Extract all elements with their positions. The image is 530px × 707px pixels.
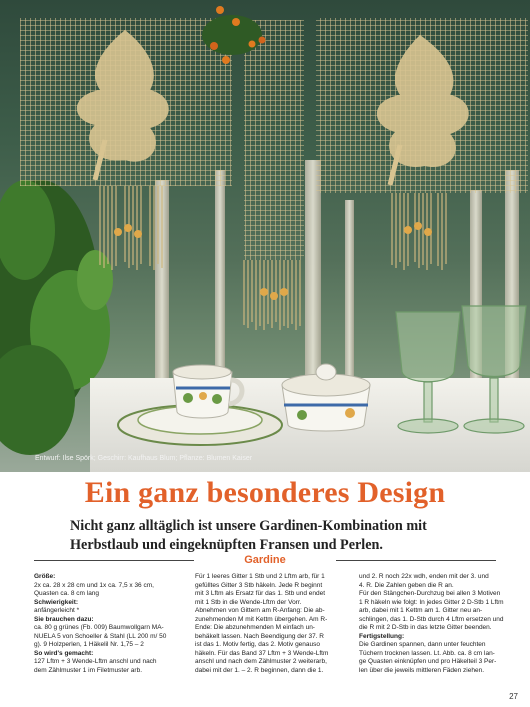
text-column-2 (195, 573, 345, 675)
text-line: dem Zählmuster 1 im Filetmuster arb. (34, 666, 143, 674)
curtain-band-middle (244, 20, 304, 330)
text-line: Abnehmen von Gittern am R-Anfang: Die ab- (195, 607, 325, 614)
text-line: 2x ca. 28 x 28 cm und 1x ca. 7,5 x 36 cm, (34, 581, 154, 589)
section-label: Gardine (244, 554, 286, 566)
instructions-heading: So wird's gemacht: (34, 649, 94, 657)
sugar-bowl (282, 364, 370, 431)
text-line: ist das 1. Motiv fertig, das 2. Motiv genauso (195, 641, 321, 648)
text-line: Tüchern trocknen lassen. Lt. Abb. ca. 8 cm lan- (359, 649, 495, 657)
text-line: g). 9 Holzperlen, 1 Häkelil Nr. 1,75 – 2 (34, 641, 144, 648)
article-title: Ein ganz besonderes Design (84, 476, 446, 509)
text-line: dabei mit der 1. – 2. R beginnen, dann die 1. (195, 666, 324, 674)
section-header (34, 553, 496, 567)
text-line: 127 Lftm + 3 Wende-Lftm anschl und nach (34, 658, 157, 665)
text-line: mit 1 Stb in die Wende-Lftm der Vorr. (195, 598, 302, 606)
divider-right (336, 560, 496, 561)
text-line: Für den Stängchen-Durchzug bei allen 3 Motiven (359, 590, 501, 597)
text-line: gefülltes Gitter 3 Stb häkeln. Jede R beginnt (195, 581, 323, 589)
article-subtitle (70, 517, 470, 555)
text-column-3 (359, 573, 502, 675)
text-line: anschl und nach dem Zählmuster 2 weiterarb, (195, 658, 327, 665)
page-number: 27 (509, 692, 518, 701)
size-heading: Größe: (34, 573, 56, 580)
text-line: häkeln. Für das Band 37 Lftm + 3 Wende-Lftm (195, 649, 329, 657)
materials-heading: Sie brauchen dazu: (34, 615, 94, 623)
text-line: Die Gardinen spannen, dann unter feuchten (359, 641, 486, 648)
text-line: Quasten ca. 8 cm lang (34, 590, 100, 597)
text-line: NUELA 5 von Schoeller & Stahl (LL 200 m/ 50 (34, 632, 167, 640)
text-line: ge Quasten einknüpfen und pro Häkelteil 3 Per- (359, 658, 497, 665)
subtitle-line: Herbstlaub und eingeknüpften Fransen und Perlen. (70, 537, 383, 553)
text-line: behäkelt lassen. Nach Beendigung der 37. R (195, 632, 325, 640)
text-line: 1 R häkeln wie folgt: In jedes Gitter 2 D-Stb 1 Lftm (359, 598, 504, 606)
text-column-1 (34, 573, 176, 675)
text-line: Ende: Die abzunehmenden M einfach un- (195, 624, 315, 631)
text-line: anfängerleicht * (34, 607, 80, 614)
text-line: Für 1 leeres Gitter 1 Stb und 2 Lftm arb, für 1 (195, 573, 325, 580)
difficulty-heading: Schwierigkeit: (34, 598, 79, 606)
text-line: die R mit 2 D-Stb in das letzte Gitter beenden. (359, 624, 492, 631)
text-line: mit 3 Lftm als Ersatz für das 1. Stb und endet (195, 590, 326, 597)
text-line: ca. 80 g grünes (Fb. 009) Baumwollgarn MA- (34, 624, 164, 631)
subtitle-line: Nicht ganz alltäglich ist unsere Gardinen-Kombination mit (70, 518, 427, 534)
text-line: und 2. R noch 22x wdh, enden mit der 3. und (359, 573, 489, 580)
text-line: zunehmenden M mit Kettm übergehen. Am R- (195, 615, 328, 623)
photo-credit: Entwurf: Ilse Spörk; Geschirr: Kaufhaus Blum; Pflanze: Blumen Kaiser (35, 455, 253, 462)
text-line: len über die jeweils mittleren Fäden ziehen. (359, 666, 485, 674)
text-line: schlingen, das 1. D-Stb durch 4 Lftm ersetzen und (359, 615, 504, 623)
text-line: arb, dabei mit 1 Kettm am 1. Gitter neu an- (359, 607, 483, 614)
finishing-heading: Fertigstellung: (359, 632, 405, 640)
text-line: 4. R. Die Zahlen geben die R an. (359, 581, 454, 589)
